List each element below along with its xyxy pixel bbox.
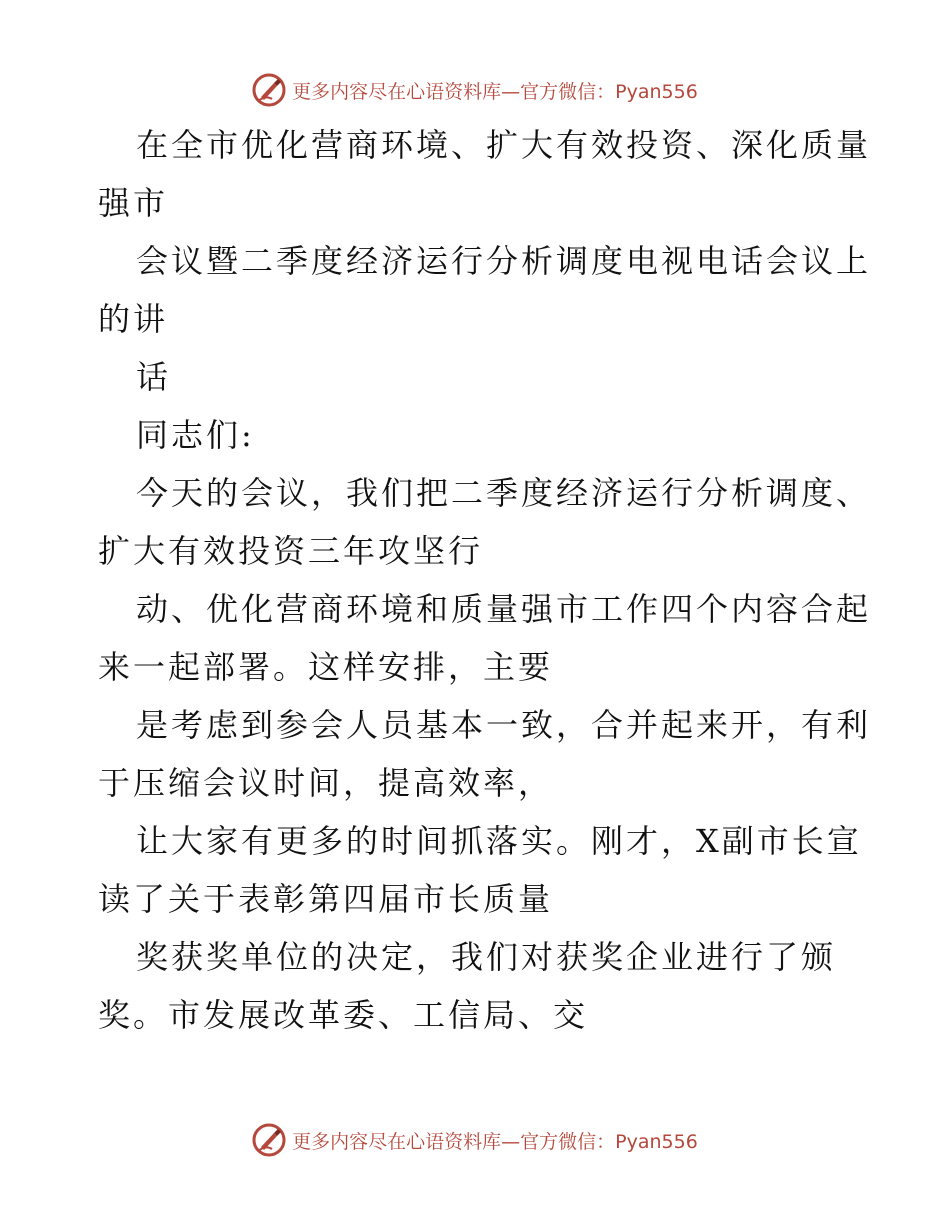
text-line: 奖获奖单位的决定，我们对获奖企业进行了颁 — [136, 938, 837, 976]
text-line: 读了关于表彰第四届市长质量 — [98, 880, 554, 918]
text-line: 奖。市发展改革委、工信局、交 — [98, 996, 589, 1034]
text-line: 会议暨二季度经济运行分析调度电视电话会议上 — [136, 242, 872, 280]
text-line: 是考虑到参会人员基本一致，合并起来开，有利 — [136, 706, 872, 744]
watermark-text: 更多内容尽在心语资料库—官方微信：Pyan556 — [292, 80, 698, 103]
text-line: 于压缩会议时间，提高效率， — [98, 764, 554, 802]
header-watermark-banner — [0, 70, 950, 110]
text-line: 今天的会议，我们把二季度经济运行分析调度、 — [136, 474, 872, 512]
text-line: 同志们: — [136, 416, 255, 454]
text-line: 扩大有效投资三年攻坚行 — [98, 532, 484, 570]
text-line: 在全市优化营商环境、扩大有效投资、深化质量 — [136, 126, 872, 164]
pen-logo-icon — [252, 73, 286, 107]
text-line: 的讲 — [98, 300, 169, 338]
watermark-text: 更多内容尽在心语资料库—官方微信：Pyan556 — [292, 1130, 698, 1153]
text-line: 话 — [136, 358, 172, 396]
text-line: 让大家有更多的时间抓落实。刚才，X副市长宣 — [136, 822, 862, 860]
text-line: 强市 — [98, 184, 169, 222]
document-body — [98, 116, 872, 1044]
pen-logo-icon — [252, 1123, 286, 1157]
footer-watermark-banner — [0, 1120, 950, 1160]
text-line: 动、优化营商环境和质量强市工作四个内容合起 — [136, 590, 872, 628]
text-line: 来一起部署。这样安排，主要 — [98, 648, 554, 686]
